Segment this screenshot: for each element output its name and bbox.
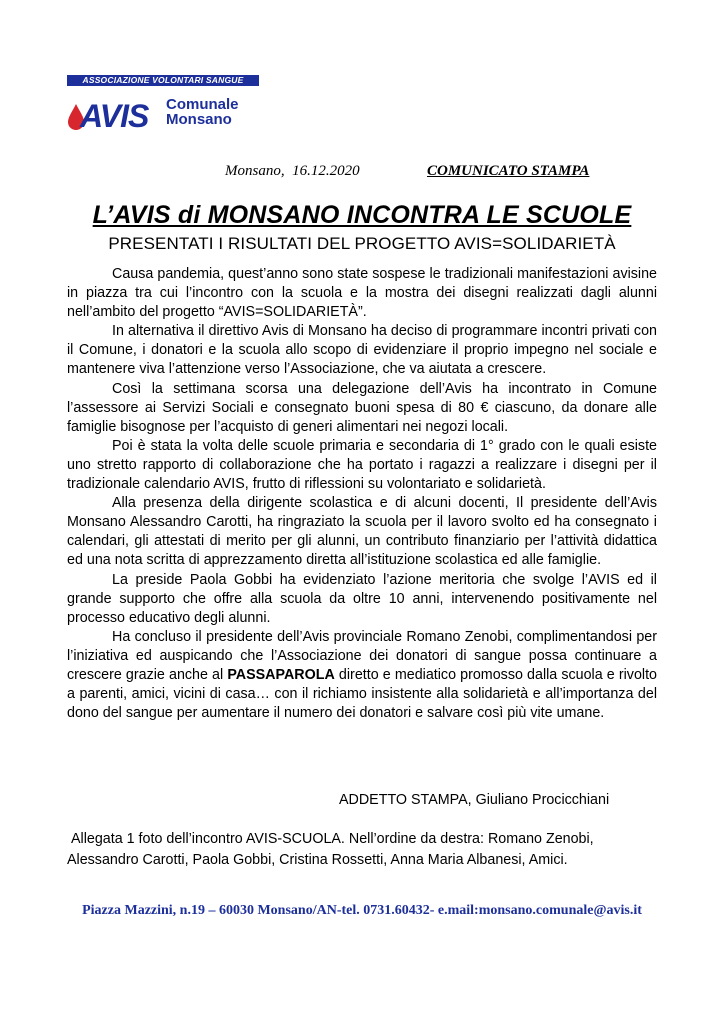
avis-logo (66, 96, 266, 132)
paragraph-text: Ha concluso il presidente dell’Avis provinciale Romano Zenobi, complimentandosi per l’iniziativa ed auspicando che l’Associazione dei donatori di sangue possa continuare a crescere grazie anche al (67, 628, 657, 683)
contact-footer: Piazza Mazzini, n.19 – 60030 Monsano/AN-tel. 0731.60432- e.mail:monsano.comunale@avis.it (82, 903, 642, 918)
caption-line: Alessandro Carotti, Paola Gobbi, Cristina Rossetti, Anna Maria Albanesi, Amici. (67, 852, 568, 868)
logo-subtitle (166, 97, 239, 127)
article-body (67, 265, 657, 723)
paragraph-last (67, 628, 657, 723)
page-title: L’AVIS di MONSANO INCONTRA LE SCUOLE (92, 201, 632, 229)
date-line: Monsano, 16.12.2020 (225, 163, 360, 179)
page-subtitle: PRESENTATI I RISULTATI DEL PROGETTO AVIS=SOLIDARIETÀ (108, 234, 616, 253)
paragraph: Causa pandemia, quest’anno sono state sospese le tradizionali manifestazioni avisine in piazza tra cui l’incontro con la scuola e la mostra dei disegni realizzati dagli alunni nell’ambito del progetto “AVIS=SOLIDARIETÀ”. (67, 266, 657, 321)
paragraph: Alla presenza della dirigente scolastica e di alcuni docenti, Il presidente dell’Avis Monsano Alessandro Carotti, ha ringraziato la scuola per il lavoro svolto ed ha consegnato i calendari, gli attestati di merito per gli alunni, un contributo finanziario per l’attività didattica ed una nota scritta di apprezzamento diretta all’istituzione scolastica ed alle famiglie. (67, 495, 657, 569)
logo-line-comunale: Comunale (166, 96, 239, 113)
press-release-label: COMUNICATO STAMPA (427, 163, 590, 179)
avis-blood-drop-logo-icon (66, 96, 162, 132)
paragraph: Poi è stata la volta delle scuole primaria e secondaria di 1° grado con le quali esiste uno stretto rapporto di collaborazione che ha portato i ragazzi a realizzare i disegni per il tradizionale calendario AVIS, frutto di riflessioni su volontariato e solidarietà. (67, 437, 657, 493)
paragraph: In alternativa il direttivo Avis di Monsano ha deciso di programmare incontri privati con il Comune, i donatori e la scuola allo scopo di evidenziare il proprio impegno nel sociale e mantenere viva l’attenzione verso l’Associazione, che va aiutata a crescere. (67, 323, 657, 378)
paragraph-text: diretto e mediatico promosso dalla scuola e rivolto a parenti, amici, vicini di casa… con il richiamo insistente alla solidarietà e all’importanza del dono del sangue per aumentare il numero dei donatori e salvare così più vite umane. (67, 666, 658, 722)
passaparola-highlight: PASSAPAROLA (227, 666, 335, 683)
logo-text: AVIS (80, 98, 149, 132)
logo-line-monsano: Monsano (166, 111, 232, 128)
caption-line: Allegata 1 foto dell’incontro AVIS-SCUOLA. Nell’ordine da destra: Romano Zenobi, (71, 831, 594, 847)
association-bar: ASSOCIAZIONE VOLONTARI SANGUE (67, 75, 259, 86)
photo-caption (67, 829, 667, 871)
paragraph: La preside Paola Gobbi ha evidenziato l’azione meritoria che svolge l’AVIS ed il grande supporto che offre alla scuola da oltre 10 anni, intervenendo positivamente nel processo educativo degli alunni. (67, 571, 657, 626)
signature: ADDETTO STAMPA, Giuliano Procicchiani (339, 792, 610, 808)
paragraph: Così la settimana scorsa una delegazione dell’Avis ha incontrato in Comune l’assessore ai Servizi Sociali e consegnato buoni spesa di 80 € ciascuno, da donare alle famiglie bisognose per l’acquisto di generi alimentari nei negozi locali. (67, 380, 657, 435)
